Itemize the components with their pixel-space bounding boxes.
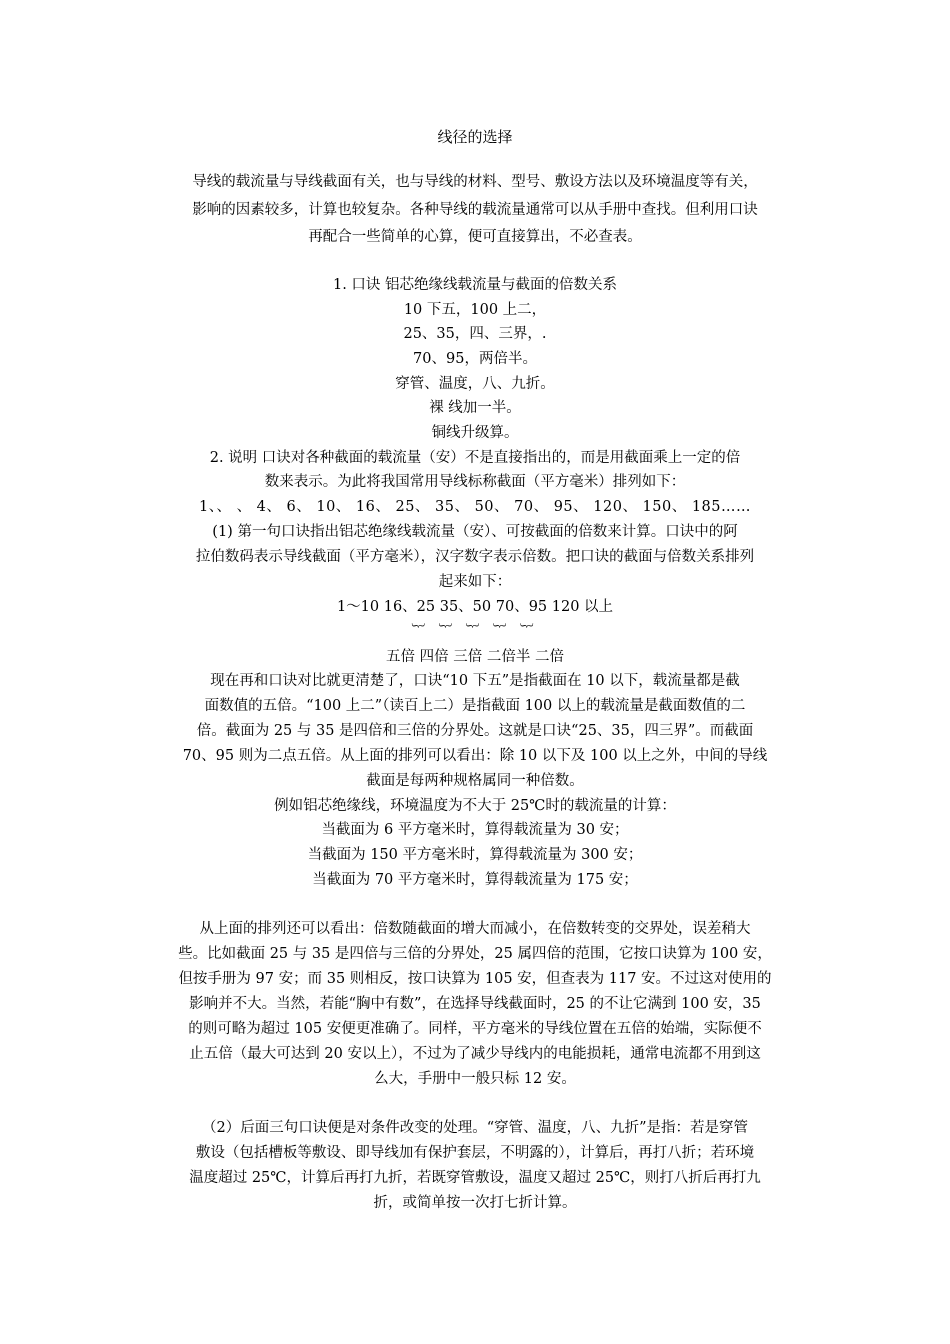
example-line: 例如铝芯绝缘线，环境温度为不大于 25℃时的载流量的计算： (274, 798, 676, 814)
example-line: 当截面为 150 平方毫米时，算得载流量为 300 安； (307, 847, 643, 863)
error-note-line: 从上面的排列还可以看出：倍数随截面的增大而减小，在倍数转变的交界处，误差稍大 (199, 921, 751, 937)
page-title: 线径的选择 (437, 128, 513, 146)
intro-line: 影响的因素较多，计算也较复杂。各种导线的载流量通常可以从手册中查找。但利用口诀 (192, 202, 758, 218)
intro-line: 导线的载流量与导线截面有关，也与导线的材料、型号、敷设方法以及环境温度等有关， (192, 174, 758, 190)
comparison-line: 现在再和口诀对比就更清楚了，口诀“10 下五”是指截面在 10 以下，载流量都是截 (210, 673, 740, 689)
mnemonic-line: 70、95，两倍半。 (413, 351, 537, 367)
error-note-line: 的则可略为超过 105 安便更准确了。同样，平方毫米的导线位置在五倍的始端，实际便不 (188, 1021, 762, 1037)
mnemonic-line: 25、35，四、三界，. (403, 326, 547, 342)
multiples-line: 五倍 四倍 三倍 二倍半 二倍 (386, 649, 564, 665)
comparison-line: 截面是每两种规格属同一种倍数。 (366, 773, 584, 789)
example-line: 当截面为 6 平方毫米时，算得载流量为 30 安； (321, 822, 629, 838)
section1-heading: 1. 口诀 铝芯绝缘线载流量与截面的倍数关系 (332, 277, 618, 293)
error-note-line: 影响并不大。当然，若能“胸中有数”，在选择导线截面时，25 的不让它满到 100 安，35 (189, 996, 761, 1012)
conditions-line: 敷设（包括槽板等敷设、即导线加有保护套层，不明露的），计算后，再打八折；若环境 (195, 1145, 755, 1161)
comparison-line: 面数值的五倍。“100 上二”（读百上二）是指截面 100 以上的载流量是截面数值的二 (204, 698, 746, 714)
cross-section-list: 1、、 、 4、 6、 10、 16、 25、 35、 50、 70、 95、 120、 150、 185…… (198, 499, 752, 515)
explanation-line: (1) 第一句口诀指出铝芯绝缘线载流量（安）、可按截面的倍数来计算。口诀中的阿 (212, 524, 738, 540)
comparison-line: 70、95 则为二点五倍。从上面的排列可以看出：除 10 以下及 100 以上之外，中间的导线 (182, 748, 768, 764)
conditions-line: 温度超过 25℃，计算后再打九折，若既穿管敷设，温度又超过 25℃，则打八折后再打九 (189, 1170, 761, 1186)
mnemonic-line: 10 下五，100 上二， (403, 302, 547, 318)
error-note-line: 止五倍（最大可达到 20 安以上），不过为了减少导线内的电能损耗，通常电流都不用到这 (189, 1046, 761, 1062)
brackets-line: ︸ ︸ ︸ ︸ ︸ (411, 624, 539, 639)
example-line: 当截面为 70 平方毫米时，算得载流量为 175 安； (312, 872, 638, 888)
intro-line: 再配合一些简单的心算，便可直接算出，不必查表。 (308, 229, 642, 245)
mnemonic-line: 裸 线加一半。 (429, 400, 521, 416)
explanation-line: 起来如下： (438, 574, 512, 590)
mnemonic-line: 铜线升级算。 (431, 425, 519, 441)
conditions-line: 折，或简单按一次打七折计算。 (373, 1195, 577, 1211)
error-note-line: 但按手册为 97 安；而 35 则相反，按口诀算为 105 安，但查表为 117 安。不过这对使用的 (178, 971, 772, 987)
ranges-line: 1～10 16、25 35、50 70、95 120 以上 (336, 599, 614, 615)
mnemonic-line: 穿管、温度，八、九折。 (395, 376, 555, 392)
explanation-line: 数来表示。为此将我国常用导线标称截面（平方毫米）排列如下： (264, 474, 686, 490)
conditions-line: （2）后面三句口诀便是对条件改变的处理。“穿管、温度，八、九折”是指：若是穿管 (201, 1120, 749, 1136)
error-note-line: 么大，手册中一般只标 12 安。 (374, 1071, 576, 1087)
explanation-line: 拉伯数码表示导线截面（平方毫米），汉字数字表示倍数。把口诀的截面与倍数关系排列 (195, 549, 755, 565)
explanation-line: 2. 说明 口诀对各种截面的载流量（安）不是直接指出的，而是用截面乘上一定的倍 (209, 450, 741, 466)
comparison-line: 倍。截面为 25 与 35 是四倍和三倍的分界处。这就是口诀“25、35，四三界”。而截面 (196, 723, 754, 739)
error-note-line: 些。比如截面 25 与 35 是四倍与三倍的分界处，25 属四倍的范围，它按口诀算为 100 安， (178, 946, 772, 962)
